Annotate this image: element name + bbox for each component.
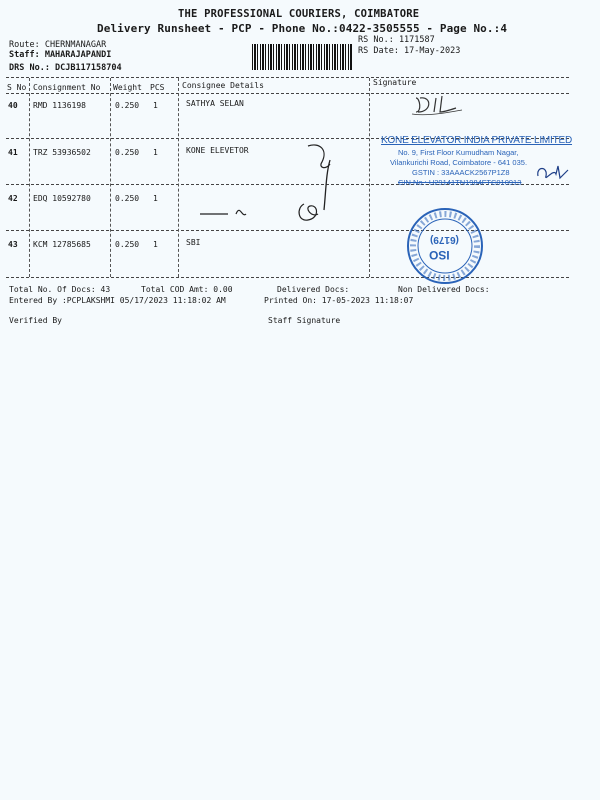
company-title: THE PROFESSIONAL COURIERS, COIMBATORE xyxy=(178,8,420,20)
signature-scribble-42 xyxy=(198,200,348,224)
col-header-weight: Weight xyxy=(113,83,142,92)
runsheet-title: Delivery Runsheet - PCP - Phone No.:0422-3505555 - Page No.:4 xyxy=(97,22,508,35)
col-divider xyxy=(178,78,179,277)
printed-on: Printed On: 17-05-2023 11:18:07 xyxy=(264,296,414,305)
rs-date: RS Date: 17-May-2023 xyxy=(358,46,461,56)
stamp-company-name: KONE ELEVATOR INDIA PRIVATE LIMITED xyxy=(381,135,573,146)
verified-by: Verified By xyxy=(9,316,62,325)
table-header-rule xyxy=(6,93,569,94)
drs-number: DRS No.: DCJB117158704 xyxy=(9,63,122,73)
staff-label: Staff: MAHARAJAPANDI xyxy=(9,50,112,60)
route-label: Route: CHERNMANAGAR xyxy=(9,40,107,50)
row-sno: 41 xyxy=(8,148,18,157)
total-docs: Total No. Of Docs: 43 xyxy=(9,285,111,294)
col-header-signature: Signature xyxy=(373,78,417,87)
row-pcs: 1 xyxy=(153,240,158,249)
delivered-docs: Delivered Docs: xyxy=(277,285,350,294)
col-header-consignee: Consignee Details xyxy=(182,81,264,90)
table-top-rule xyxy=(6,77,569,78)
row-pcs: 1 xyxy=(153,148,158,157)
stamp-address-line2: Vilankurichi Road, Coimbatore - 641 035. xyxy=(390,158,528,167)
row-consignment: EDQ 10592780 xyxy=(33,194,91,203)
col-header-consignment: Consignment No xyxy=(33,83,101,92)
row-weight: 0.250 xyxy=(115,148,140,157)
non-delivered-docs: Non Delivered Docs: xyxy=(398,285,490,294)
total-cod: Total COD Amt: 0.00 xyxy=(141,285,233,294)
row-consignment: TRZ 53936502 xyxy=(33,148,91,157)
row-consignment: KCM 12785685 xyxy=(33,240,91,249)
rs-number: RS No.: 1171587 xyxy=(358,35,435,45)
entered-by: Entered By :PCPLAKSHMI 05/17/2023 11:18:02 AM xyxy=(9,296,226,305)
stamp-cin: CIN No.: U29141TN1984FTC010913 xyxy=(398,178,522,187)
row-weight: 0.250 xyxy=(115,101,140,110)
col-header-sno: S No xyxy=(7,83,27,92)
row-consignee: KONE ELEVETOR xyxy=(186,146,249,155)
row-sno: 42 xyxy=(8,194,18,203)
row-consignment: RMD 1136198 xyxy=(33,101,86,110)
col-divider xyxy=(29,78,30,277)
stamp-gstin: GSTIN : 33AAACK2567P1Z8 xyxy=(412,168,510,177)
row-weight: 0.250 xyxy=(115,194,140,203)
round-stamp-number: (6179) xyxy=(430,234,459,245)
row-sno: 43 xyxy=(8,240,18,249)
iso-logo-icon: ISO xyxy=(429,248,450,262)
row-sno: 40 xyxy=(8,101,18,110)
col-header-pcs: PCS xyxy=(150,83,165,92)
signature-scribble-dil xyxy=(410,90,470,118)
row-weight: 0.250 xyxy=(115,240,140,249)
staff-signature: Staff Signature xyxy=(268,316,341,325)
col-divider xyxy=(369,78,370,277)
round-stamp xyxy=(405,206,485,286)
round-stamp-ring xyxy=(405,206,485,286)
row-consignee: SATHYA SELAN xyxy=(186,99,244,108)
col-divider xyxy=(110,78,111,277)
stamp-signature xyxy=(534,162,570,184)
stamp-address-line1: No. 9, First Floor Kumudham Nagar, xyxy=(398,148,519,157)
barcode xyxy=(252,44,352,70)
row-consignee: SBI xyxy=(186,238,201,247)
row-pcs: 1 xyxy=(153,194,158,203)
row-pcs: 1 xyxy=(153,101,158,110)
